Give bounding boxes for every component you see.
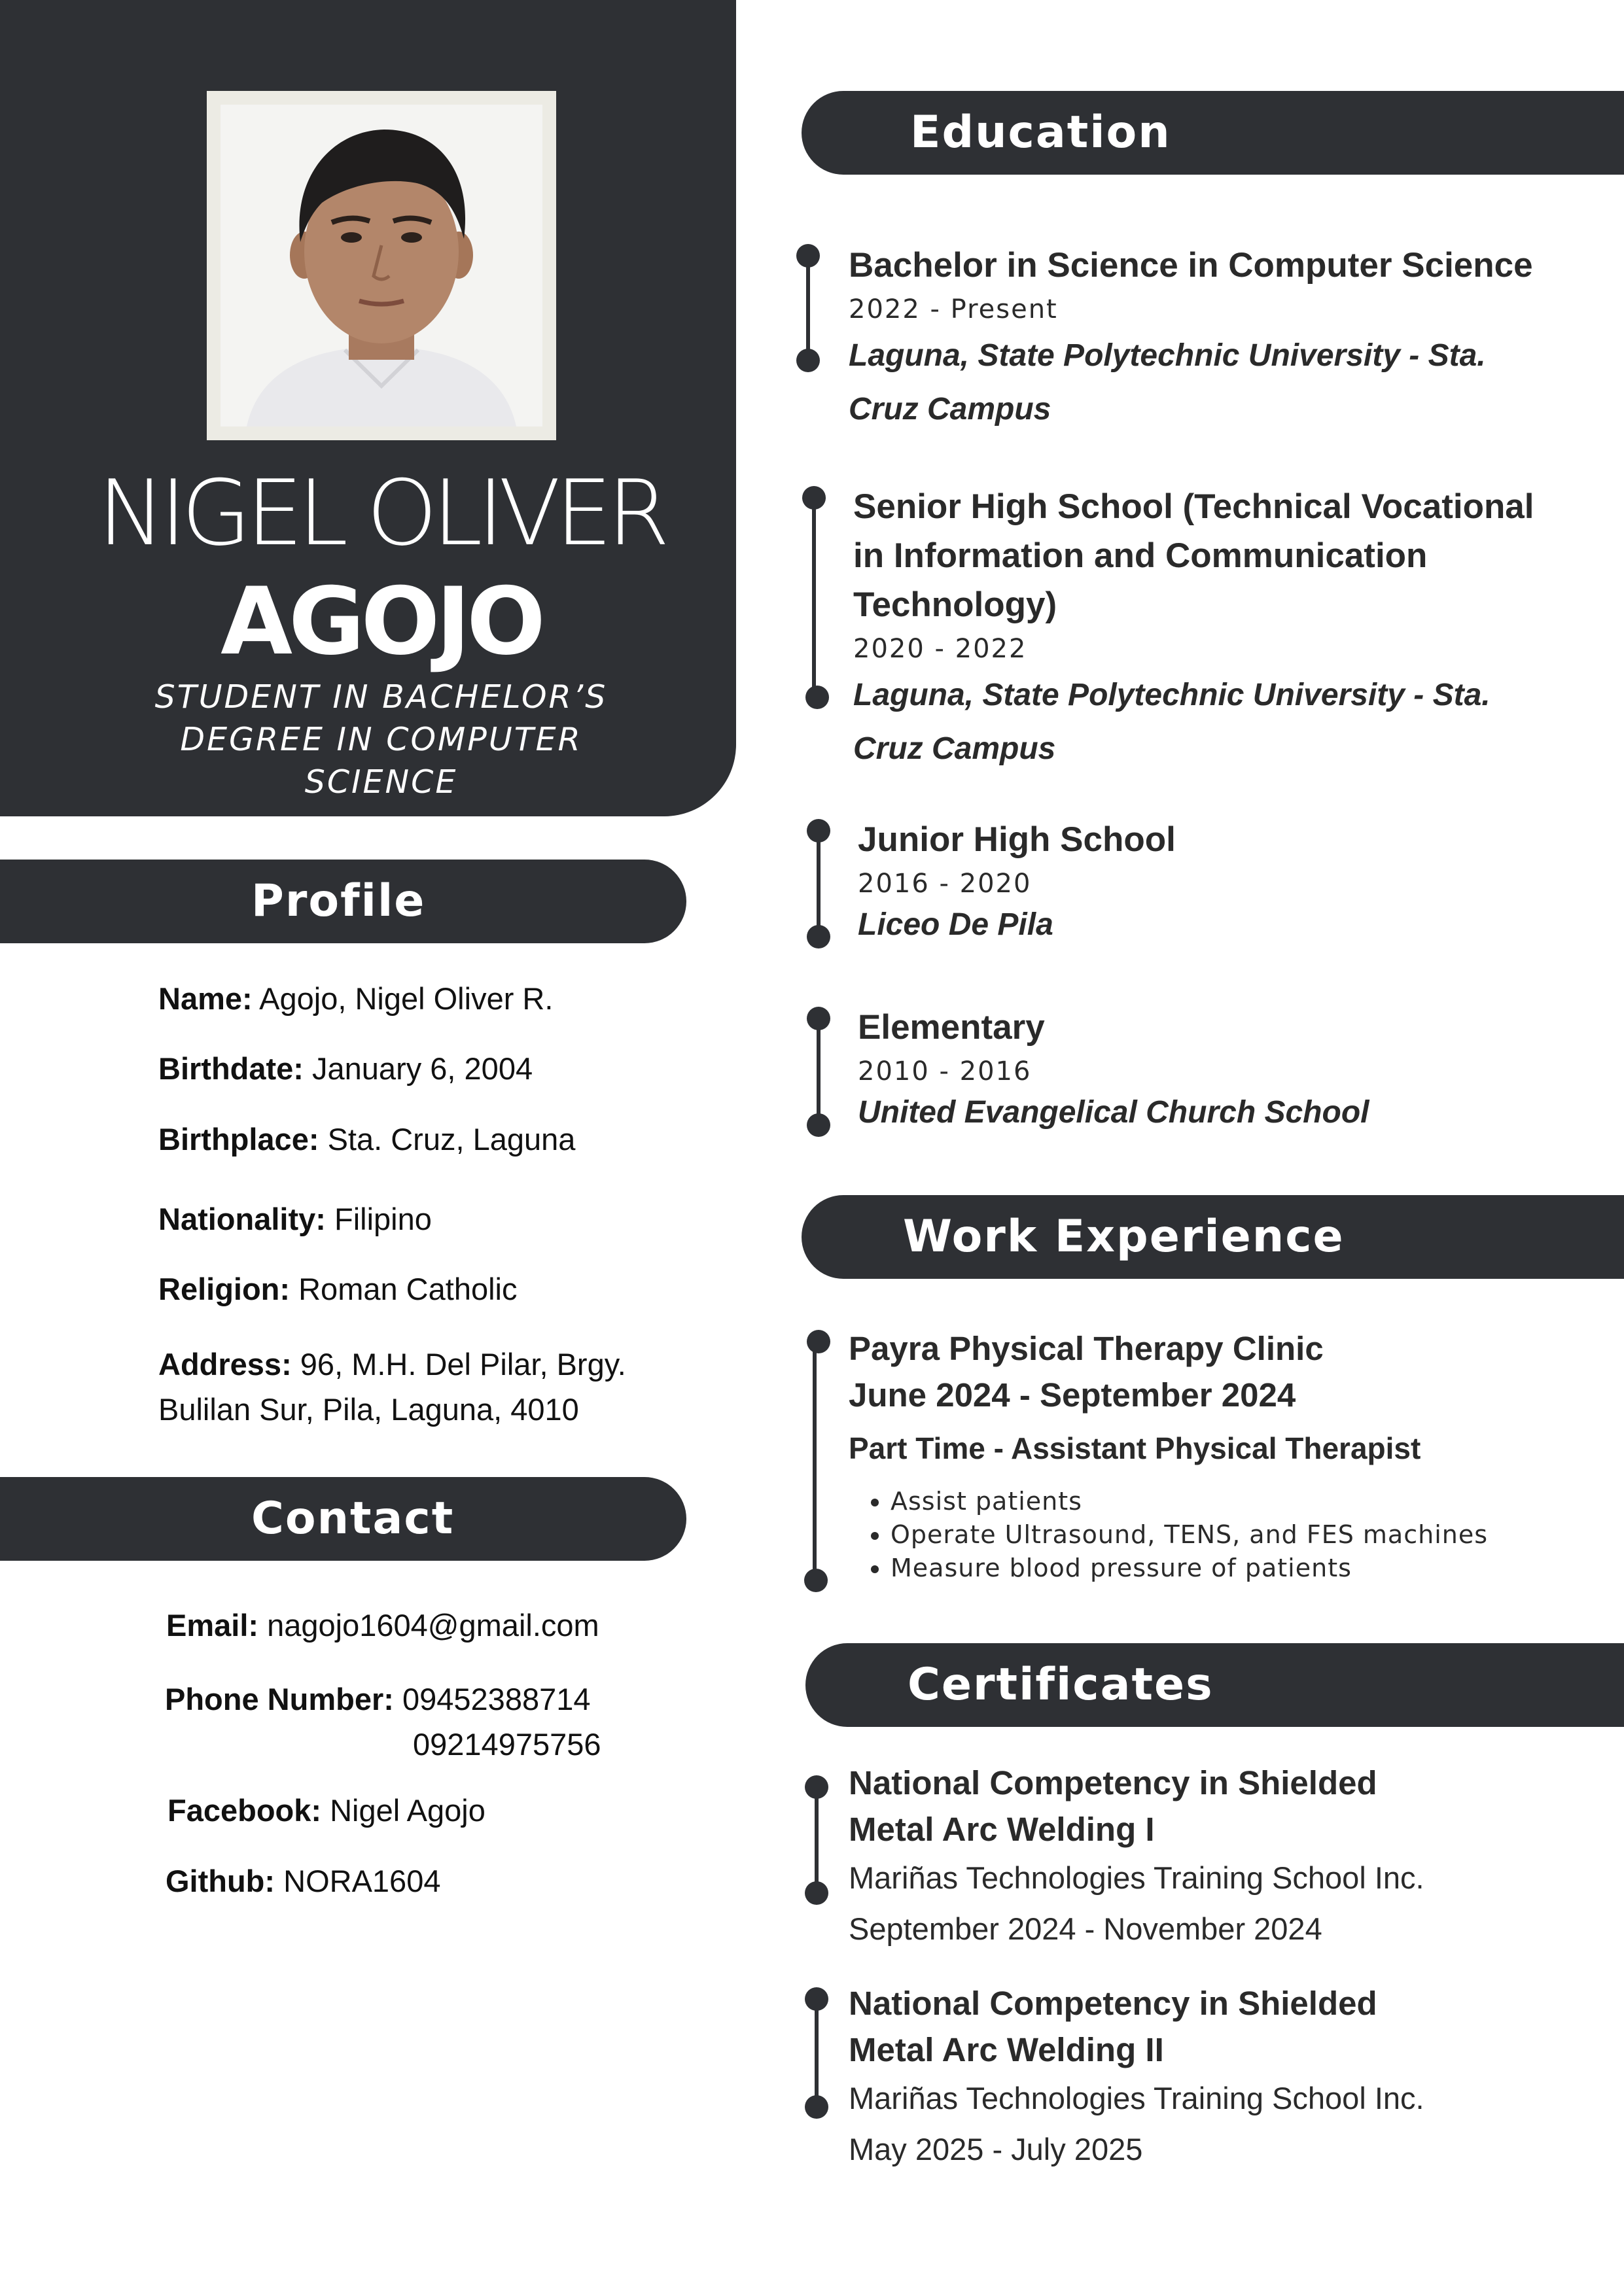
education-item: [858, 1003, 1369, 1134]
certificates-heading: Certificates: [908, 1659, 1214, 1711]
subtitle-line: STUDENT IN BACHELOR’S: [154, 678, 608, 716]
timeline-dot: [805, 2095, 828, 2119]
profile-nationality: Nationality: Filipino: [158, 1202, 432, 1236]
education-degree: Junior High School: [858, 820, 1176, 859]
education-item: [849, 241, 1533, 436]
photo-frame: [207, 91, 556, 440]
timeline-dot: [807, 1113, 830, 1137]
contact-email: Email: nagojo1604@gmail.com: [166, 1608, 599, 1643]
education-years: 2020 - 2022: [853, 634, 1027, 664]
email-link[interactable]: nagojo1604@gmail.com: [267, 1608, 599, 1643]
work-company: Payra Physical Therapy Clinic: [849, 1330, 1324, 1367]
education-school: Liceo De Pila: [858, 907, 1053, 942]
timeline-dot: [796, 349, 820, 372]
certificate-title: National Competency in Shielded Metal Arc Welding II: [849, 1985, 1377, 2068]
timeline-dot: [807, 925, 830, 948]
work-item: [849, 1325, 1488, 1585]
certificates-heading-bar: [805, 1643, 1624, 1727]
certificate-period: September 2024 - November 2024: [849, 1911, 1322, 1946]
work-period: June 2024 - September 2024: [849, 1376, 1296, 1414]
certificate-issuer: Mariñas Technologies Training School Inc.: [849, 1860, 1424, 1895]
contact-facebook: Facebook: Nigel Agojo: [168, 1793, 485, 1828]
name-last: AGOJO: [221, 568, 542, 676]
education-degree: Bachelor in Science in Computer Science: [849, 246, 1533, 285]
list-item: • Assist patients: [891, 1485, 1488, 1518]
education-item: [853, 482, 1534, 776]
timeline-line: [815, 1998, 819, 2106]
education-degree: Elementary: [858, 1008, 1045, 1047]
education-years: 2016 - 2020: [858, 869, 1032, 899]
name-first: NIGEL OLIVER: [97, 461, 665, 566]
profile-address: Address: 96, M.H. Del Pilar, Brgy. Bulilan Sur, Pila, Laguna, 4010: [158, 1347, 626, 1427]
timeline-line: [812, 497, 816, 697]
education-school: Laguna, State Polytechnic University - Sta. Cruz Campus: [849, 338, 1486, 426]
subtitle-line: SCIENCE: [304, 763, 458, 801]
education-years: 2010 - 2016: [858, 1056, 1032, 1087]
job-subtitle: [150, 676, 612, 803]
timeline-dot: [807, 1330, 830, 1353]
profile-birthplace: Birthplace: Sta. Cruz, Laguna: [158, 1122, 576, 1157]
certificate-item: [849, 1980, 1424, 2175]
contact-heading-bar: [0, 1477, 686, 1561]
work-duties: [849, 1485, 1488, 1585]
contact-github: Github: NORA1604: [166, 1864, 441, 1898]
timeline-line: [817, 830, 821, 935]
education-heading-bar: [802, 91, 1624, 175]
profile-birthdate: Birthdate: January 6, 2004: [158, 1051, 533, 1086]
education-years: 2022 - Present: [849, 294, 1058, 324]
certificate-item: [849, 1760, 1424, 1955]
timeline-line: [806, 255, 810, 360]
list-item: • Measure blood pressure of patients: [891, 1552, 1488, 1585]
timeline-line: [813, 1341, 817, 1580]
timeline-line: [815, 1786, 819, 1891]
profile-heading-bar: [0, 860, 686, 943]
timeline-dot: [805, 686, 829, 709]
education-item: [858, 815, 1176, 947]
profile-heading: Profile: [251, 875, 426, 927]
list-item: • Operate Ultrasound, TENS, and FES machines: [891, 1518, 1488, 1552]
profile-photo: [221, 105, 542, 426]
education-school: Laguna, State Polytechnic University - Sta. Cruz Campus: [853, 678, 1491, 766]
contact-heading: Contact: [251, 1493, 455, 1544]
certificate-issuer: Mariñas Technologies Training School Inc.: [849, 2081, 1424, 2115]
timeline-dot: [805, 1881, 828, 1905]
facebook-link[interactable]: Nigel Agojo: [330, 1793, 485, 1828]
education-heading: Education: [910, 107, 1171, 158]
certificate-period: May 2025 - July 2025: [849, 2132, 1143, 2166]
work-heading: Work Experience: [903, 1211, 1345, 1262]
profile-name: Name: Agojo, Nigel Oliver R.: [158, 981, 554, 1016]
subtitle-line: DEGREE IN COMPUTER: [180, 721, 582, 758]
timeline-line: [817, 1018, 821, 1122]
github-link[interactable]: NORA1604: [283, 1864, 441, 1898]
timeline-dot: [804, 1569, 828, 1592]
education-degree: Senior High School (Technical Vocational in Information and Communication Technology): [853, 487, 1534, 624]
portrait-illustration: [221, 105, 542, 426]
contact-phone: Phone Number: 09452388714 09214975756: [165, 1682, 601, 1762]
certificate-title: National Competency in Shielded Metal Arc Welding I: [849, 1764, 1377, 1848]
work-role: Part Time - Assistant Physical Therapist: [849, 1431, 1421, 1465]
education-school: United Evangelical Church School: [858, 1095, 1369, 1130]
profile-religion: Religion: Roman Catholic: [158, 1272, 518, 1306]
work-heading-bar: [802, 1195, 1624, 1279]
